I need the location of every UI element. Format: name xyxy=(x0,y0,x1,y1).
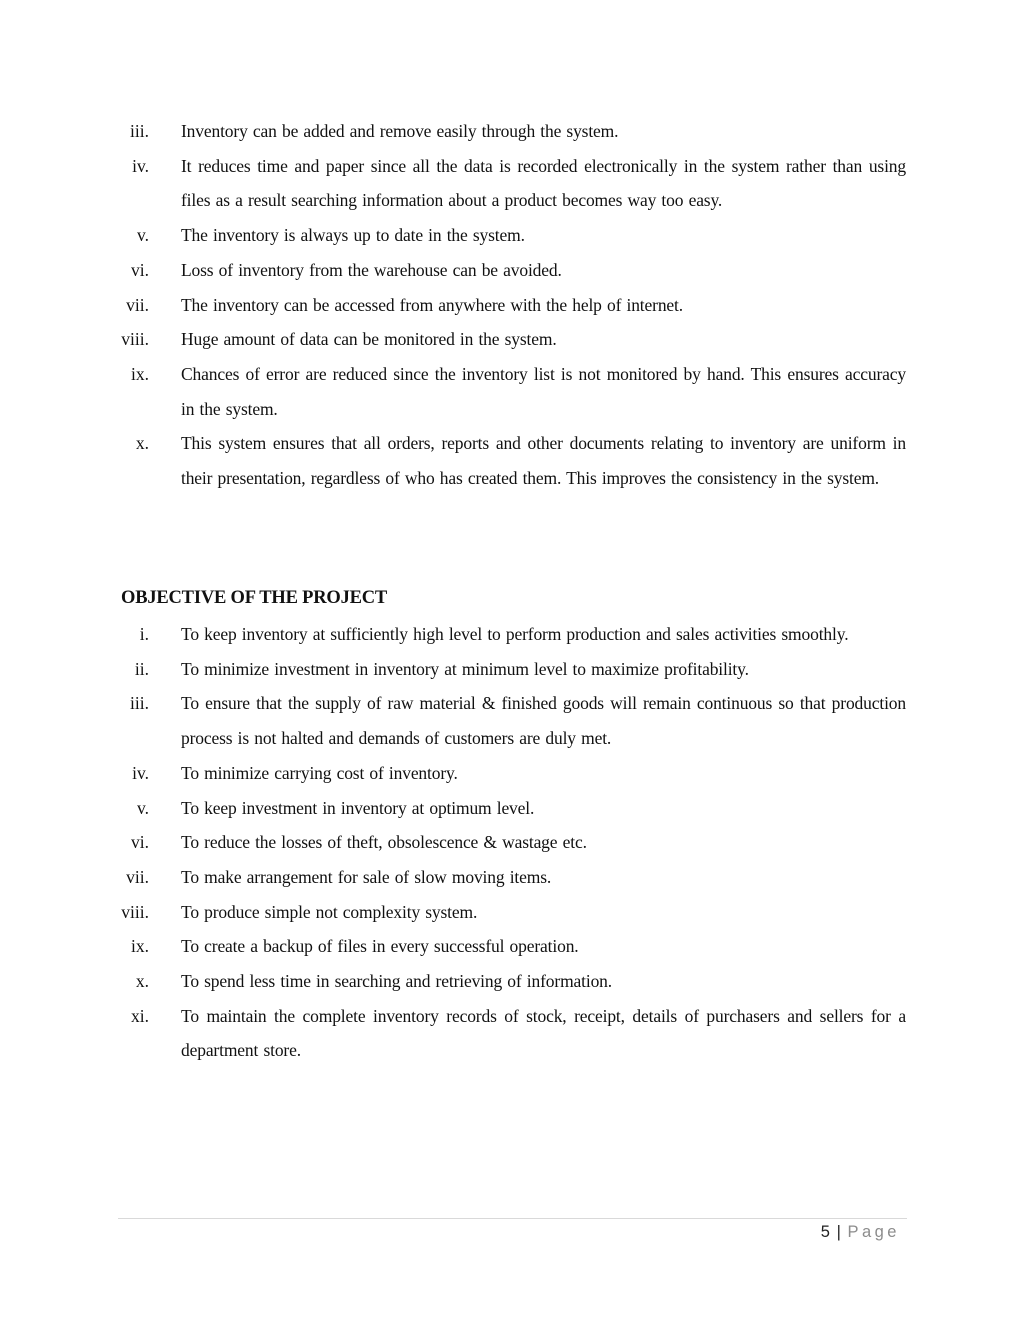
list-item xyxy=(0,357,1024,426)
list-item xyxy=(0,617,1024,652)
item-number: i. xyxy=(139,624,149,644)
item-text: Loss of inventory from the warehouse can be avoided. xyxy=(181,259,562,280)
item-text: To minimize carrying cost of inventory. xyxy=(181,762,458,783)
list-item xyxy=(0,895,1024,930)
item-text: To minimize investment in inventory at minimum level to maximize profitability. xyxy=(181,658,749,679)
list-item xyxy=(0,218,1024,253)
list-item xyxy=(0,860,1024,895)
list-item xyxy=(0,999,1024,1068)
item-text: To keep inventory at sufficiently high level to perform production and sales activities smoothly. xyxy=(181,624,849,644)
item-text: To keep investment in inventory at optimum level. xyxy=(181,797,535,818)
item-text: To make arrangement for sale of slow moving items. xyxy=(181,866,552,887)
item-number: xi. xyxy=(131,1005,149,1026)
item-number: iii. xyxy=(130,121,149,141)
list-item xyxy=(0,149,1024,218)
item-number: vii. xyxy=(126,866,149,887)
item-number: vii. xyxy=(126,294,149,315)
item-text: To ensure that the supply of raw material & finished goods will remain continuous so that production process is not halted and demands of customers are duly met. xyxy=(181,693,906,749)
item-number: vi. xyxy=(131,832,149,853)
section-heading: OBJECTIVE OF THE PROJECT xyxy=(121,588,388,608)
list-item xyxy=(0,929,1024,964)
item-number: v. xyxy=(137,225,149,246)
item-number: ix. xyxy=(131,363,149,384)
item-number: ix. xyxy=(131,936,149,957)
list-item xyxy=(0,253,1024,288)
list-item xyxy=(0,322,1024,357)
objectives-list xyxy=(0,617,1024,1068)
item-text: It reduces time and paper since all the data is recorded electronically in the system rather than using files as a result searching information about a product becomes way too easy. xyxy=(181,155,906,211)
item-number: ii. xyxy=(134,658,149,679)
item-number: v. xyxy=(137,797,149,818)
item-number: viii. xyxy=(121,329,149,350)
item-text: The inventory is always up to date in the system. xyxy=(181,225,525,246)
item-number: vi. xyxy=(131,259,149,280)
list-item xyxy=(0,756,1024,791)
item-text: Inventory can be added and remove easily through the system. xyxy=(181,121,619,141)
list-item xyxy=(0,426,1024,495)
item-number: iv. xyxy=(132,155,149,176)
item-text: To maintain the complete inventory records of stock, receipt, details of purchasers and sellers for a department store. xyxy=(181,1005,906,1061)
item-text: Chances of error are reduced since the inventory list is not monitored by hand. This ensures accuracy in the system. xyxy=(181,363,906,419)
advantages-list xyxy=(0,114,1024,496)
page-label: Page xyxy=(847,1223,900,1241)
list-item xyxy=(0,964,1024,999)
page-number: 5 xyxy=(820,1223,830,1241)
list-item xyxy=(0,288,1024,323)
page-footer xyxy=(821,1220,900,1244)
item-text: To spend less time in searching and retrieving of information. xyxy=(181,971,613,992)
list-item xyxy=(0,686,1024,755)
item-text: To reduce the losses of theft, obsolescence & wastage etc. xyxy=(181,832,587,853)
item-text: This system ensures that all orders, reports and other documents relating to inventory are uniform in their presentation, regardless of who has created them. This improves the consistency in the system. xyxy=(181,433,906,489)
footer-divider xyxy=(118,1218,907,1219)
list-item xyxy=(0,825,1024,860)
item-number: viii. xyxy=(121,901,149,922)
item-number: x. xyxy=(135,971,149,992)
item-number: x. xyxy=(135,433,149,454)
item-number: iv. xyxy=(132,762,149,783)
item-text: The inventory can be accessed from anywhere with the help of internet. xyxy=(181,294,683,315)
list-item xyxy=(0,652,1024,687)
list-item xyxy=(0,114,1024,149)
footer-separator: | xyxy=(836,1223,841,1241)
item-text: Huge amount of data can be monitored in the system. xyxy=(181,329,557,350)
list-item xyxy=(0,791,1024,826)
item-number: iii. xyxy=(130,693,149,714)
item-text: To create a backup of files in every successful operation. xyxy=(181,936,579,957)
item-text: To produce simple not complexity system. xyxy=(181,901,478,922)
